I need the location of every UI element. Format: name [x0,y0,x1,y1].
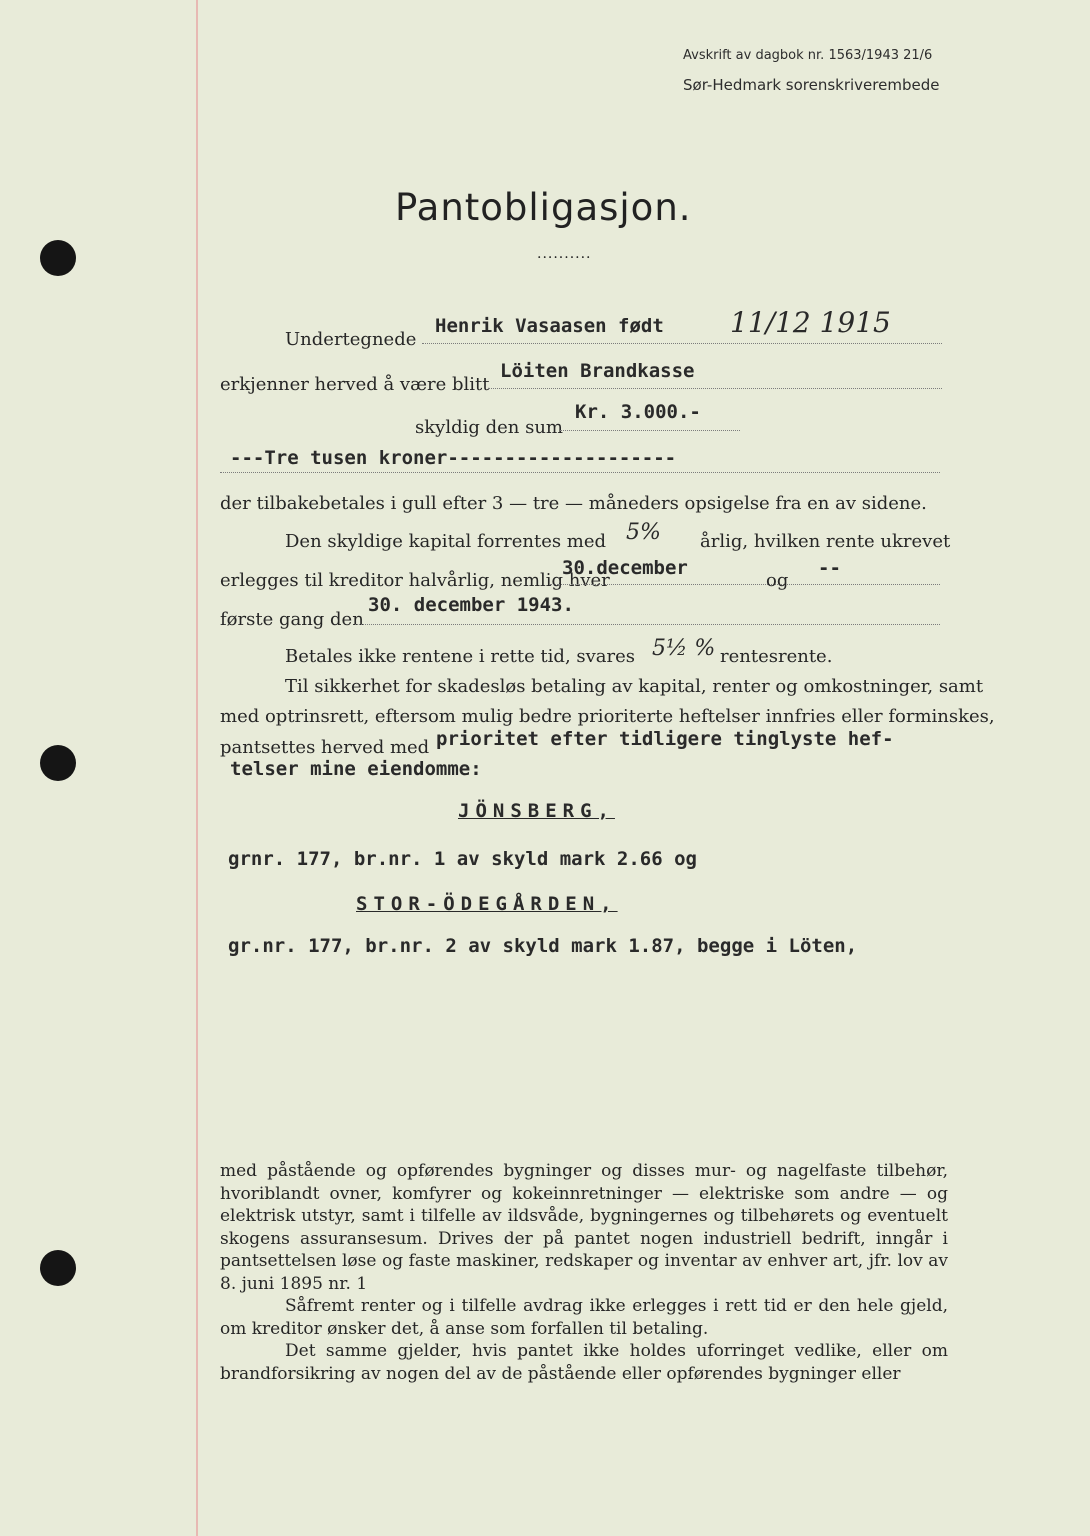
due-date-line [550,584,940,585]
punch-hole-bottom [40,1250,76,1286]
closing-paragraph-1: med påstående og opførendes bygninger og disses mur- og nagelfaste tilbehør, hvoriblandt ovner, komfyrer og kokeinnretninger — elektriske som andre — og elektrisk utstyr, samt i tilfelle av ildsvåde, bygningernes og tilbehørets og eventuelt skogens assuransesum. Drives der på pantet nogen industriell bedrift, inngår i pantsettelsen løse og faste maskiner, redskaper og inventar av enhver art, jfr. lov av 8. juni 1895 nr. 1 [220,1161,948,1294]
title-dots: .......... [537,246,592,262]
amount-in-words: ---Tre tusen kroner-------------------- [230,447,677,469]
penalty-rate: 5½ % [652,636,716,661]
registry-stamp-line1: Avskrift av dagbok nr. 1563/1943 21/6 [683,48,933,63]
skyldig-label: skyldig den sum [415,417,563,438]
debtor-line [422,343,942,344]
registry-stamp-line2: Sør-Hedmark sorenskriverembede [683,76,940,94]
due-date: 30.december [562,557,688,579]
priority-text: prioritet efter tidligere tinglyste hef- [436,728,894,750]
creditor-line [488,388,942,389]
first-due-line [355,624,940,625]
property-desc-2: gr.nr. 177, br.nr. 2 av skyld mark 1.87, begge i Löten, [228,935,858,957]
penalty-after: rentesrente. [720,646,833,667]
document-title: Pantobligasjon. [395,186,692,229]
closing-paragraph-3: Det samme gjelder, hvis pantet ikke holdes uforringet vedlike, eller om brandforsikring av nogen del av de påstående eller opførendes bygninger eller [220,1341,948,1384]
amount: Kr. 3.000.- [575,401,701,423]
erkjenner-label: erkjenner herved å være blitt [220,374,490,395]
forste-label: første gang den [220,609,364,630]
priority-text-2: telser mine eiendomme: [230,758,482,780]
punch-hole-top [40,240,76,276]
first-due-date: 30. december 1943. [368,594,574,616]
amount-line [560,430,740,431]
pantsettes-label: pantsettes herved med [220,737,430,758]
property-desc-1: grnr. 177, br.nr. 1 av skyld mark 2.66 og [228,848,697,870]
interest-label: Den skyldige kapital forrentes med [285,531,607,552]
punch-hole-middle [40,745,76,781]
repay-text: der tilbakebetales i gull efter 3 — tre — måneders opsigelse fra en av sidene. [220,493,927,514]
debtor-birthdate: 11/12 1915 [730,306,891,339]
interest-rate: 5% [626,520,661,545]
closing-paragraph-2: Såfremt renter og i tilfelle avdrag ikke erlegges i rett tid er den hele gjeld, om kreditor ønsker det, å anse som forfallen til betaling. [220,1296,948,1339]
erlegges-label: erlegges til kreditor halvårlig, nemlig hver [220,570,610,591]
closing-text [220,1160,948,1385]
second-date: -- [818,557,841,579]
security-line2: med optrinsrett, eftersom mulig bedre prioriterte heftelser innfries eller forminskes, [220,706,995,727]
late-label: Betales ikke rentene i rette tid, svares [285,646,636,667]
undertegnede-label: Undertegnede [285,329,417,350]
security-line1: Til sikkerhet for skadesløs betaling av kapital, renter og omkostninger, samt [285,676,984,697]
og-label: og [766,570,789,591]
creditor-name: Löiten Brandkasse [500,360,695,382]
amount-words-line [220,472,940,473]
property-name-1: JÖNSBERG, [458,800,615,822]
margin-line [196,0,198,1536]
property-name-2: STOR-ÖDEGÅRDEN, [356,893,618,915]
interest-after: årlig, hvilken rente ukrevet [700,531,951,552]
debtor-name: Henrik Vasaasen født [435,315,664,337]
